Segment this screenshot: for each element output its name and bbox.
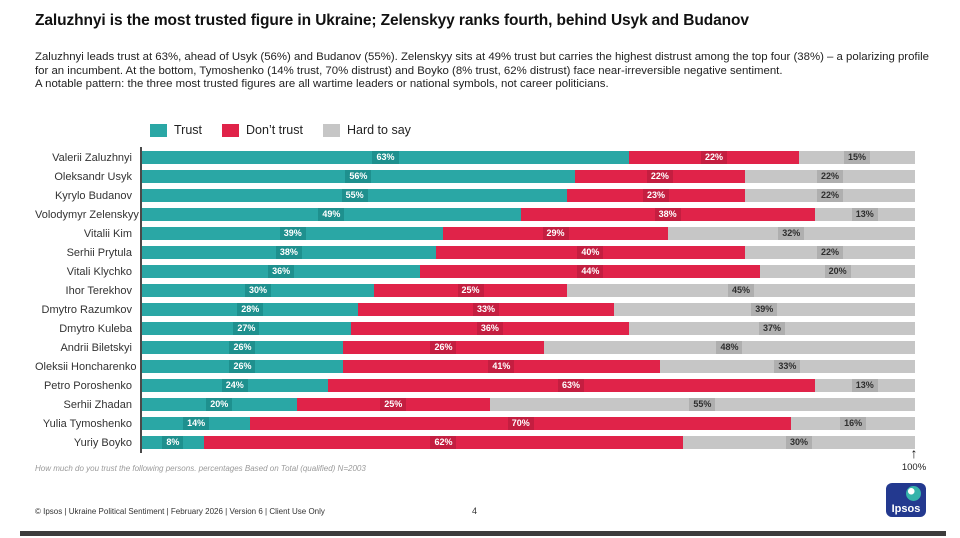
value-badge: 25%: [380, 398, 406, 411]
segment-dont-trust: [567, 189, 745, 202]
value-badge: 22%: [817, 246, 843, 259]
bar-track: [142, 284, 915, 297]
category-label: Vitali Klychko: [66, 265, 132, 278]
bar-row: [35, 433, 915, 452]
value-badge: 26%: [229, 341, 255, 354]
bar-track: [142, 417, 915, 430]
legend-label: Don’t trust: [246, 123, 303, 137]
value-badge: 56%: [345, 170, 371, 183]
segment-hard-to-say: [815, 379, 915, 392]
chart-legend: [150, 123, 411, 137]
value-badge: 32%: [778, 227, 804, 240]
bar-track: [142, 170, 915, 183]
bar-row: [35, 148, 915, 167]
category-label: Yulia Tymoshenko: [42, 417, 132, 430]
legend-label: Trust: [174, 123, 203, 137]
value-badge: 45%: [728, 284, 754, 297]
value-badge: 48%: [716, 341, 742, 354]
bar-row: [35, 243, 915, 262]
segment-dont-trust: [297, 398, 490, 411]
segment-dont-trust: [343, 341, 544, 354]
value-badge: 20%: [206, 398, 232, 411]
segment-dont-trust: [420, 265, 760, 278]
segment-trust: [142, 360, 343, 373]
bar-row: [35, 205, 915, 224]
segment-trust: [142, 284, 374, 297]
segment-dont-trust: [328, 379, 815, 392]
bar-track: [142, 227, 915, 240]
page-number: 4: [472, 506, 478, 516]
value-badge: 27%: [233, 322, 259, 335]
segment-dont-trust: [358, 303, 613, 316]
segment-hard-to-say: [760, 265, 915, 278]
bar-row: [35, 338, 915, 357]
value-badge: 63%: [372, 151, 398, 164]
value-badge: 8%: [162, 436, 183, 449]
value-badge: 30%: [786, 436, 812, 449]
value-badge: 14%: [183, 417, 209, 430]
segment-trust: [142, 341, 343, 354]
legend-item: [150, 123, 202, 137]
legend-swatch: [323, 124, 340, 137]
segment-trust: [142, 170, 575, 183]
segment-trust: [142, 246, 436, 259]
value-badge: 26%: [229, 360, 255, 373]
segment-hard-to-say: [629, 322, 915, 335]
bar-row: [35, 376, 915, 395]
segment-hard-to-say: [791, 417, 915, 430]
segment-dont-trust: [343, 360, 660, 373]
segment-dont-trust: [521, 208, 815, 221]
source-footnote: How much do you trust the following persons. percentages Based on Total (qualified) N=2003: [35, 464, 366, 473]
segment-trust: [142, 417, 250, 430]
category-label: Ihor Terekhov: [65, 284, 132, 297]
segment-dont-trust: [351, 322, 629, 335]
value-badge: 33%: [774, 360, 800, 373]
value-badge: 40%: [577, 246, 603, 259]
value-badge: 63%: [558, 379, 584, 392]
ipsos-logo: [886, 483, 926, 517]
segment-trust: [142, 322, 351, 335]
axis-max-label: 100%: [901, 462, 927, 474]
value-badge: 22%: [817, 189, 843, 202]
segment-hard-to-say: [815, 208, 915, 221]
bar-track: [142, 360, 915, 373]
value-badge: 23%: [643, 189, 669, 202]
trust-stacked-bar-chart: [35, 148, 915, 452]
ipsos-logo-dot-icon: [906, 486, 921, 501]
value-badge: 44%: [577, 265, 603, 278]
bar-row: [35, 281, 915, 300]
segment-hard-to-say: [567, 284, 915, 297]
segment-dont-trust: [250, 417, 791, 430]
value-badge: 39%: [751, 303, 777, 316]
legend-item: [222, 123, 303, 137]
bar-row: [35, 319, 915, 338]
value-badge: 13%: [852, 208, 878, 221]
value-badge: 24%: [222, 379, 248, 392]
segment-dont-trust: [374, 284, 567, 297]
category-label: Dmytro Razumkov: [41, 303, 132, 316]
segment-hard-to-say: [660, 360, 915, 373]
bar-row: [35, 224, 915, 243]
segment-hard-to-say: [799, 151, 915, 164]
footer-copyright: © Ipsos | Ukraine Political Sentiment | February 2026 | Version 6 | Client Use Only: [35, 507, 325, 516]
bar-row: [35, 395, 915, 414]
axis-end-marker: [899, 446, 929, 473]
value-badge: 33%: [473, 303, 499, 316]
category-label: Valerii Zaluzhnyi: [52, 151, 132, 164]
legend-swatch: [150, 124, 167, 137]
page-title: Zaluzhnyi is the most trusted figure in Ukraine; Zelenskyy ranks fourth, behind Usyk and Budanov: [35, 12, 749, 29]
segment-hard-to-say: [544, 341, 915, 354]
bar-row: [35, 186, 915, 205]
segment-hard-to-say: [614, 303, 915, 316]
value-badge: 36%: [268, 265, 294, 278]
value-badge: 41%: [488, 360, 514, 373]
segment-dont-trust: [436, 246, 745, 259]
bar-track: [142, 436, 915, 449]
segment-dont-trust: [443, 227, 667, 240]
bar-track: [142, 398, 915, 411]
value-badge: 26%: [430, 341, 456, 354]
segment-hard-to-say: [490, 398, 915, 411]
segment-trust: [142, 398, 297, 411]
value-badge: 38%: [655, 208, 681, 221]
bar-track: [142, 189, 915, 202]
segment-dont-trust: [575, 170, 745, 183]
category-label: Serhii Zhadan: [63, 398, 132, 411]
value-badge: 55%: [342, 189, 368, 202]
segment-dont-trust: [204, 436, 683, 449]
value-badge: 70%: [508, 417, 534, 430]
category-label: Serhii Prytula: [66, 246, 132, 259]
value-badge: 15%: [844, 151, 870, 164]
segment-hard-to-say: [745, 189, 915, 202]
category-label: Oleksandr Usyk: [54, 170, 132, 183]
value-badge: 22%: [647, 170, 673, 183]
bar-row: [35, 414, 915, 433]
segment-trust: [142, 436, 204, 449]
bar-track: [142, 151, 915, 164]
segment-trust: [142, 227, 443, 240]
category-label: Oleksii Honcharenko: [35, 360, 137, 373]
value-badge: 28%: [237, 303, 263, 316]
value-badge: 49%: [318, 208, 344, 221]
segment-trust: [142, 265, 420, 278]
category-label: Volodymyr Zelenskyy: [35, 208, 139, 221]
bar-track: [142, 246, 915, 259]
value-badge: 22%: [817, 170, 843, 183]
segment-hard-to-say: [745, 170, 915, 183]
value-badge: 55%: [689, 398, 715, 411]
category-label: Yuriy Boyko: [73, 436, 132, 449]
slide-summary: [35, 51, 935, 92]
segment-trust: [142, 189, 567, 202]
segment-hard-to-say: [683, 436, 915, 449]
category-label: Kyrylo Budanov: [54, 189, 132, 202]
segment-trust: [142, 208, 521, 221]
segment-trust: [142, 303, 358, 316]
summary-paragraph-2: A notable pattern: the three most trusted figures are all wartime leaders or national symbols, not career politicians.: [35, 78, 609, 91]
bar-row: [35, 167, 915, 186]
category-label: Petro Poroshenko: [43, 379, 132, 392]
value-badge: 25%: [458, 284, 484, 297]
bar-track: [142, 379, 915, 392]
segment-hard-to-say: [745, 246, 915, 259]
category-label: Dmytro Kuleba: [59, 322, 132, 335]
category-label: Andrii Biletskyi: [60, 341, 132, 354]
value-badge: 37%: [759, 322, 785, 335]
summary-paragraph-1: Zaluzhnyi leads trust at 63%, ahead of Usyk (56%) and Budanov (55%). Zelenskyy sits at 49% trust but carries the highest distrust among the top four (38%) – a polarizing profile for an incumbent. At the bottom, Tymoshenko (14% trust, 70% distrust) and Boyko (8% trust, 62% distrust) face near-irreversible negative sentiment.: [35, 51, 929, 77]
segment-trust: [142, 151, 629, 164]
value-badge: 62%: [430, 436, 456, 449]
legend-label: Hard to say: [346, 123, 411, 137]
segment-dont-trust: [629, 151, 799, 164]
value-badge: 20%: [825, 265, 851, 278]
bar-row: [35, 262, 915, 281]
segment-trust: [142, 379, 328, 392]
value-badge: 39%: [280, 227, 306, 240]
value-badge: 38%: [276, 246, 302, 259]
value-badge: 29%: [543, 227, 569, 240]
bar-track: [142, 303, 915, 316]
bar-track: [142, 265, 915, 278]
bar-row: [35, 357, 915, 376]
category-label: Vitalii Kim: [83, 227, 132, 240]
bar-track: [142, 322, 915, 335]
legend-swatch: [222, 124, 239, 137]
value-badge: 16%: [840, 417, 866, 430]
value-badge: 30%: [245, 284, 271, 297]
legend-item: [323, 123, 411, 137]
bottom-divider: [20, 531, 946, 536]
value-badge: 13%: [852, 379, 878, 392]
bar-track: [142, 341, 915, 354]
segment-hard-to-say: [668, 227, 915, 240]
bar-row: [35, 300, 915, 319]
bar-track: [142, 208, 915, 221]
ipsos-logo-text: Ipsos: [891, 503, 921, 515]
value-badge: 22%: [701, 151, 727, 164]
up-arrow-icon: ↑: [910, 445, 918, 461]
value-badge: 36%: [477, 322, 503, 335]
